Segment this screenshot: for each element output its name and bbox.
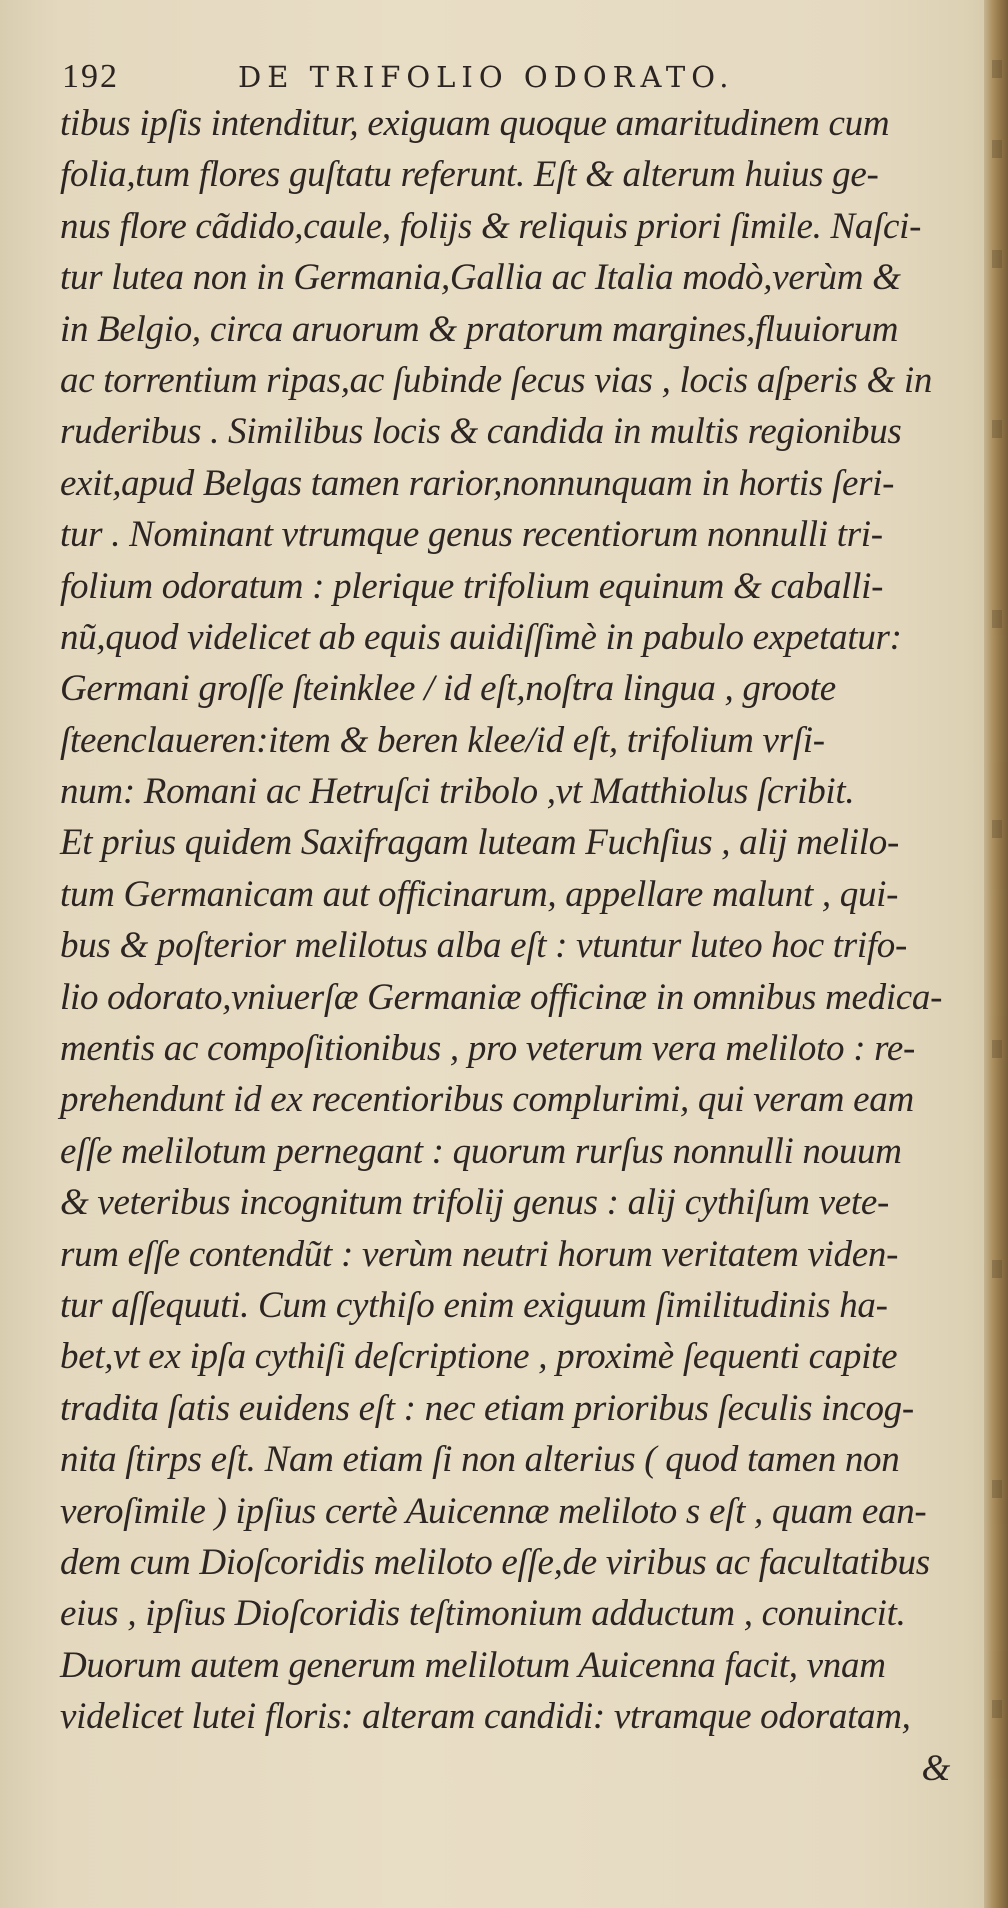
text-line: Duorum autem generum melilotum Auicenna facit, vnam [60, 1644, 886, 1686]
running-head-title: DE TRIFOLIO ODORATO. [238, 60, 735, 94]
edge-mark [992, 1700, 1002, 1718]
text-line: bus & poſterior melilotus alba eſt : vtuntur luteo hoc trifo- [60, 925, 908, 967]
text-line: prehendunt id ex recentioribus complurimi, qui veram eam [60, 1079, 914, 1121]
edge-mark [992, 1260, 1002, 1278]
text-line: & veteribus incognitum trifolij genus : alij cythiſum vete- [60, 1182, 890, 1224]
text-line: ac torrentium ripas,ac ſubinde ſecus vias , locis aſperis & in [60, 359, 933, 401]
text-line: dem cum Dioſcoridis meliloto eſſe,de viribus ac facultatibus [60, 1541, 930, 1583]
text-line: mentis ac compoſitionibus , pro veterum vera meliloto : re- [60, 1028, 916, 1070]
body-text [60, 98, 980, 1794]
edge-mark [992, 610, 1002, 628]
edge-mark [992, 820, 1002, 838]
text-line: exit,apud Belgas tamen rarior,nonnunquam in hortis ſeri- [60, 462, 895, 504]
text-line: tur . Nominant vtrumque genus recentiorum nonnulli tri- [60, 514, 883, 556]
text-line: tibus ipſis intenditur, exiguam quoque amaritudinem cum [60, 103, 890, 144]
text-line: eius , ipſius Dioſcoridis teſtimonium adductum , conuincit. [60, 1593, 906, 1635]
text-line: ſteenclaueren:item & beren klee/id eſt, trifolium vrſi- [60, 719, 825, 761]
text-line: nũ,quod videlicet ab equis auidiſſimè in pabulo expetatur: [60, 616, 902, 658]
text-line: nus flore cãdido,caule, folijs & reliquis priori ſimile. Naſci- [60, 205, 922, 247]
page-edge-shadow [984, 0, 1008, 1908]
text-line: ruderibus . Similibus locis & candida in multis regionibus [60, 411, 902, 453]
text-line: veroſimile ) ipſius certè Auicennæ meliloto s eſt , quam ean- [60, 1490, 927, 1532]
text-line: tur aſſequuti. Cum cythiſo enim exiguum ſimilitudinis ha- [60, 1284, 888, 1326]
text-line: bet,vt ex ipſa cythiſi deſcriptione , proximè ſequenti capite [60, 1336, 898, 1378]
text-line: eſſe melilotum pernegant : quorum rurſus nonnulli nouum [60, 1130, 902, 1172]
text-line: folium odoratum : plerique trifolium equinum & caballi- [60, 565, 884, 607]
page-number: 192 [62, 58, 119, 95]
catchword: & [921, 1747, 950, 1789]
text-line: in Belgio, circa aruorum & pratorum margines,fluuiorum [60, 308, 899, 350]
edge-mark [992, 250, 1002, 268]
text-line: Germani groſſe ſteinklee / id eſt,noſtra lingua , groote [60, 668, 836, 710]
text-line: lio odorato,vniuerſæ Germaniæ officinæ in omnibus medica- [60, 976, 943, 1018]
text-line: tum Germanicam aut officinarum, appellare malunt , qui- [60, 873, 899, 915]
text-line: folia,tum flores guſtatu referunt. Eſt & alterum huius ge- [60, 154, 879, 196]
text-line: tur lutea non in Germania,Gallia ac Italia modò,verùm & [60, 257, 901, 299]
text-line: Et prius quidem Saxifragam luteam Fuchſius , alij melilo- [60, 822, 899, 864]
text-line: tradita ſatis euidens eſt : nec etiam prioribus ſeculis incog- [60, 1387, 914, 1429]
text-line: num: Romani ac Hetruſci tribolo ,vt Matthiolus ſcribit. [60, 771, 855, 813]
edge-mark [992, 140, 1002, 158]
edge-mark [992, 1480, 1002, 1498]
text-line: rum eſſe contendũt : verùm neutri horum veritatem viden- [60, 1233, 899, 1275]
edge-mark [992, 1040, 1002, 1058]
text-line: videlicet lutei floris: alteram candidi: vtramque odoratam, [60, 1696, 911, 1738]
edge-mark [992, 60, 1002, 78]
edge-mark [992, 420, 1002, 438]
text-line: nita ſtirps eſt. Nam etiam ſi non alterius ( quod tamen non [60, 1439, 900, 1481]
